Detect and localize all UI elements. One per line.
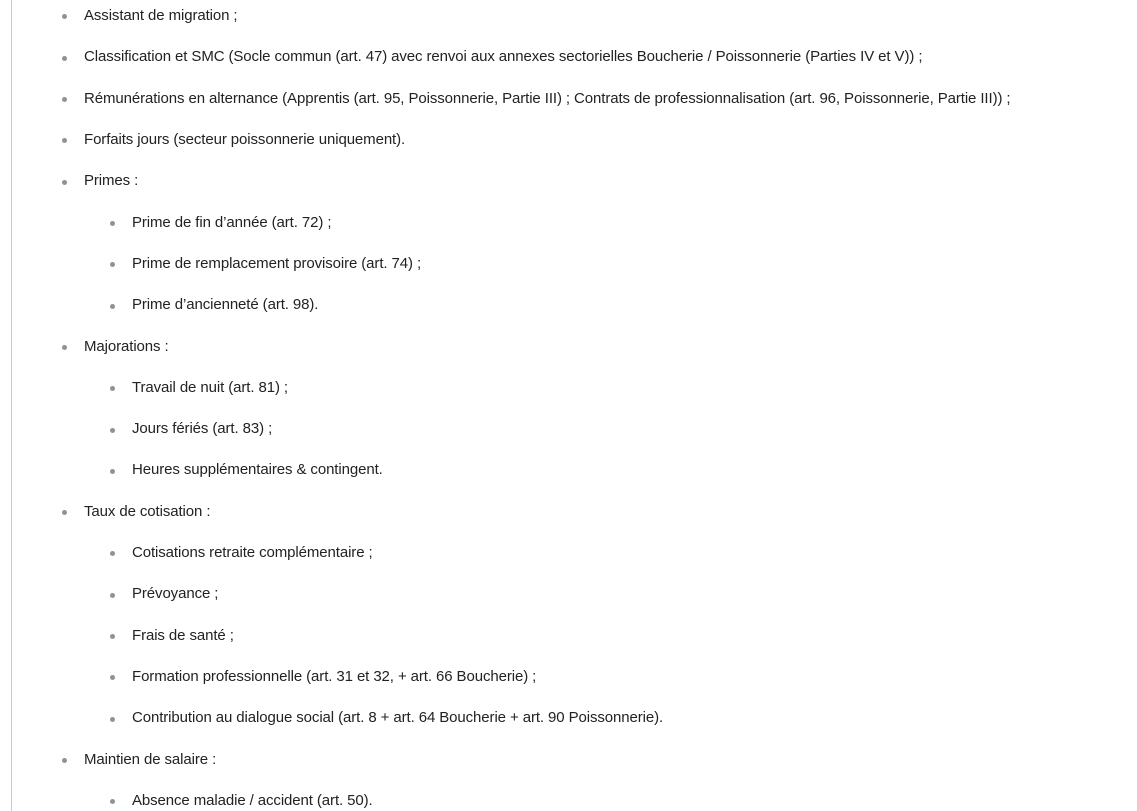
sub-list-item-text: Jours fériés (art. 83) ; <box>132 420 273 437</box>
bullet-icon <box>110 634 115 639</box>
bullet-icon <box>110 262 115 267</box>
list-item-text: Primes : <box>84 172 139 189</box>
bullet-icon <box>110 593 115 598</box>
list-item-text: Taux de cotisation : <box>84 503 211 520</box>
list-item-text: Classification et SMC (Socle commun (art. 47) avec renvoi aux annexes sectorielles Boucherie / Poissonnerie (Parties IV et V)) ; <box>84 48 923 65</box>
bullet-icon <box>110 799 115 804</box>
bullet-icon <box>62 758 67 763</box>
bullet-icon <box>62 180 67 185</box>
content-left-border <box>11 0 12 811</box>
list-item-text: Forfaits jours (secteur poissonnerie uniquement). <box>84 131 406 148</box>
bullet-icon <box>110 717 115 722</box>
sub-list-item-text: Travail de nuit (art. 81) ; <box>132 379 288 396</box>
sub-list-item-text: Prévoyance ; <box>132 585 219 602</box>
sub-list-item-text: Prime de remplacement provisoire (art. 74) ; <box>132 255 422 272</box>
list-item-text: Maintien de salaire : <box>84 751 217 768</box>
sub-list-item-text: Absence maladie / accident (art. 50). <box>132 792 373 809</box>
bullet-icon <box>62 345 67 350</box>
sub-list-item-text: Frais de santé ; <box>132 627 234 644</box>
bullet-icon <box>110 428 115 433</box>
sub-list-item-text: Prime de fin d’année (art. 72) ; <box>132 214 332 231</box>
bullet-icon <box>62 14 67 19</box>
bullet-icon <box>110 221 115 226</box>
sub-list-item-text: Heures supplémentaires & contingent. <box>132 461 383 478</box>
list-item-text: Majorations : <box>84 338 169 355</box>
sub-list-item-text: Cotisations retraite complémentaire ; <box>132 544 373 561</box>
sub-list-item-text: Prime d’ancienneté (art. 98). <box>132 296 319 313</box>
bullet-icon <box>110 386 115 391</box>
sub-list-item-text: Contribution au dialogue social (art. 8 + art. 64 Boucherie + art. 90 Poissonnerie). <box>132 709 664 726</box>
bullet-icon <box>110 304 115 309</box>
bullet-icon <box>110 675 115 680</box>
bullet-icon <box>110 551 115 556</box>
list-item-text: Rémunérations en alternance (Apprentis (art. 95, Poissonnerie, Partie III) ; Contrats de professionnalisation (art. 96, Poissonnerie, Partie III)) ; <box>84 90 1011 107</box>
list-item-text: Assistant de migration ; <box>84 7 238 24</box>
bullet-icon <box>62 97 67 102</box>
sub-list-item-text: Formation professionnelle (art. 31 et 32, + art. 66 Boucherie) ; <box>132 668 537 685</box>
bullet-icon <box>62 510 67 515</box>
bullet-icon <box>62 56 67 61</box>
bullet-icon <box>110 469 115 474</box>
bullet-icon <box>62 138 67 143</box>
